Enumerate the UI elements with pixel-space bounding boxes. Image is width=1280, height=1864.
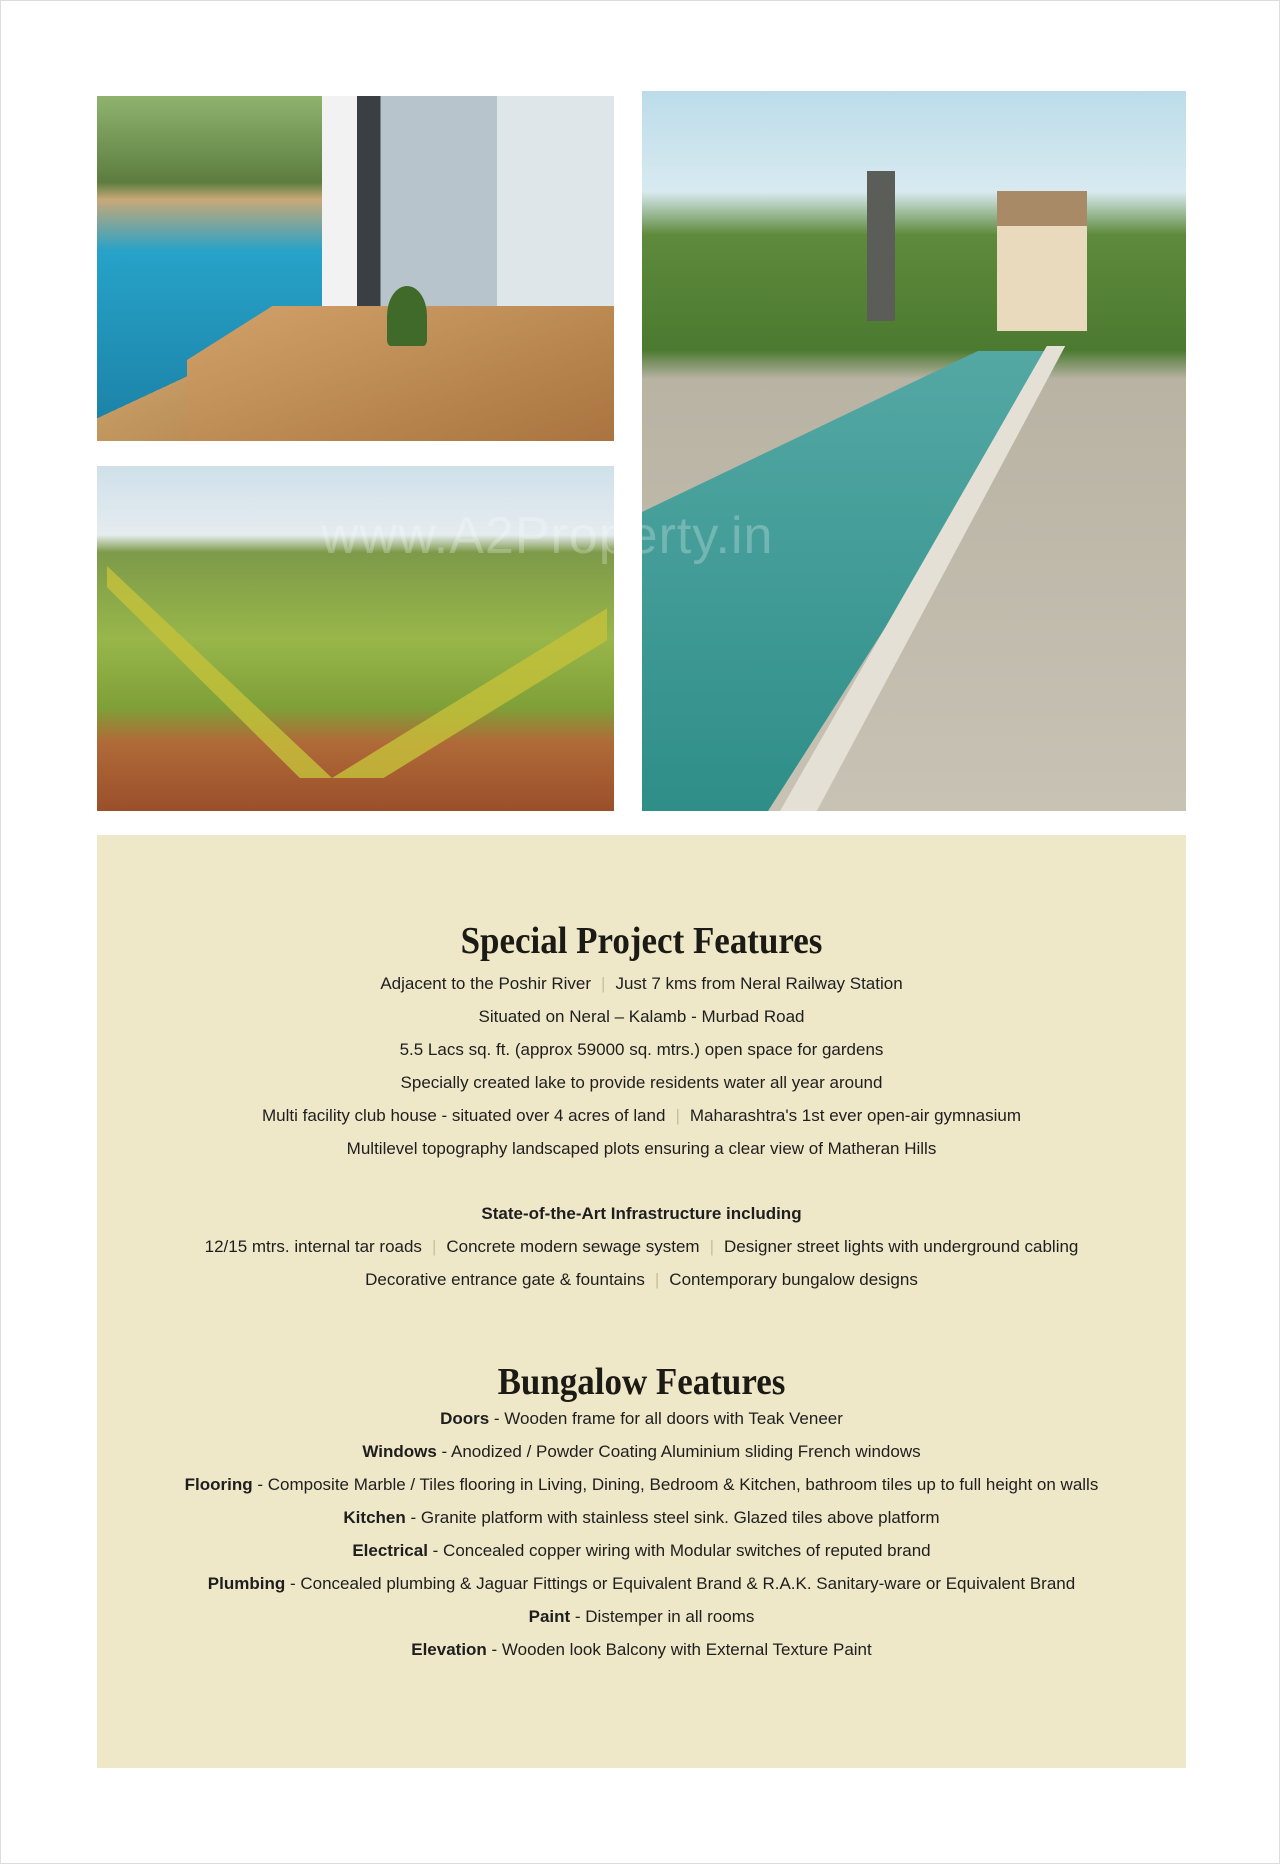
feature-line [97,1066,1186,1099]
feature-description: - Anodized / Powder Coating Aluminium sliding French windows [436,1442,921,1461]
feature-label: Kitchen [343,1508,406,1527]
feature-text: Adjacent to the Poshir River [380,974,592,993]
potted-plant [387,286,427,346]
feature-label: Plumbing [207,1574,286,1593]
feature-line [97,1132,1186,1165]
bungalow-feature-item [97,1402,1186,1435]
infra-list [97,1230,1186,1296]
feature-line [97,1099,1186,1132]
separator: | [431,1237,437,1256]
feature-text: Specially created lake to provide residents water all year around [400,1073,883,1092]
hedge [107,566,607,778]
separator: | [601,974,606,993]
feature-line [97,967,1186,1000]
infra-heading-text: State-of-the-Art Infrastructure including [481,1204,802,1223]
feature-description: - Wooden look Balcony with External Texture Paint [486,1640,872,1659]
separator: | [675,1106,680,1125]
feature-text: 5.5 Lacs sq. ft. (approx 59000 sq. mtrs.) open space for gardens [399,1040,884,1059]
feature-panel [97,835,1186,1768]
watermark: www.A2Property.in [321,507,774,565]
feature-description: - Concealed plumbing & Jaguar Fittings or Equivalent Brand & R.A.K. Sanitary-ware or Equivalent Brand [285,1574,1076,1593]
bungalow-features-title: Bungalow Features [497,1361,786,1403]
feature-description: - Distemper in all rooms [570,1607,755,1626]
feature-description: - Granite platform with stainless steel sink. Glazed tiles above platform [405,1508,940,1527]
feature-description: - Concealed copper wiring with Modular switches of reputed brand [427,1541,931,1560]
gate-pillar [867,171,895,321]
bungalow-feature-item [97,1534,1186,1567]
feature-text: Multi facility club house - situated over 4 acres of land [261,1106,666,1125]
feature-line [97,1033,1186,1066]
feature-label: Electrical [352,1541,428,1560]
special-features-list [97,967,1186,1165]
infra-heading [97,1197,1186,1230]
bungalow-feature-item [97,1600,1186,1633]
feature-label: Windows [362,1442,437,1461]
separator: | [654,1270,660,1289]
feature-line [97,1230,1186,1263]
special-features-title: Special Project Features [460,920,823,962]
feature-text: Designer street lights with underground cabling [724,1237,1079,1256]
feature-text: Multilevel topography landscaped plots ensuring a clear view of Matheran Hills [346,1139,937,1158]
feature-label: Flooring [184,1475,253,1494]
bungalow-feature-item [97,1435,1186,1468]
separator: | [709,1237,715,1256]
feature-label: Paint [528,1607,571,1626]
feature-text: Maharashtra's 1st ever open-air gymnasium [689,1106,1022,1125]
bungalow-features-list [97,1402,1186,1666]
feature-line [97,1263,1186,1296]
feature-label: Elevation [411,1640,487,1659]
entrance-fountain-photo [642,91,1186,811]
feature-label: Doors [440,1409,490,1428]
bungalow-feature-item [97,1468,1186,1501]
bungalow-feature-item [97,1501,1186,1534]
feature-text: Just 7 kms from Neral Railway Station [615,974,903,993]
bungalow-feature-item [97,1567,1186,1600]
feature-description: - Wooden frame for all doors with Teak Veneer [489,1409,843,1428]
feature-text: Concrete modern sewage system [446,1237,700,1256]
bungalow-feature-item [97,1633,1186,1666]
pool-deck-photo [97,96,614,441]
gate-cabin [997,191,1087,331]
feature-description: - Composite Marble / Tiles flooring in Living, Dining, Bedroom & Kitchen, bathroom tiles up to full height on walls [252,1475,1099,1494]
feature-text: Decorative entrance gate & fountains [365,1270,645,1289]
feature-line [97,1000,1186,1033]
feature-text: Situated on Neral – Kalamb - Murbad Road [478,1007,805,1026]
feature-text: Contemporary bungalow designs [669,1270,918,1289]
feature-text: 12/15 mtrs. internal tar roads [204,1237,422,1256]
